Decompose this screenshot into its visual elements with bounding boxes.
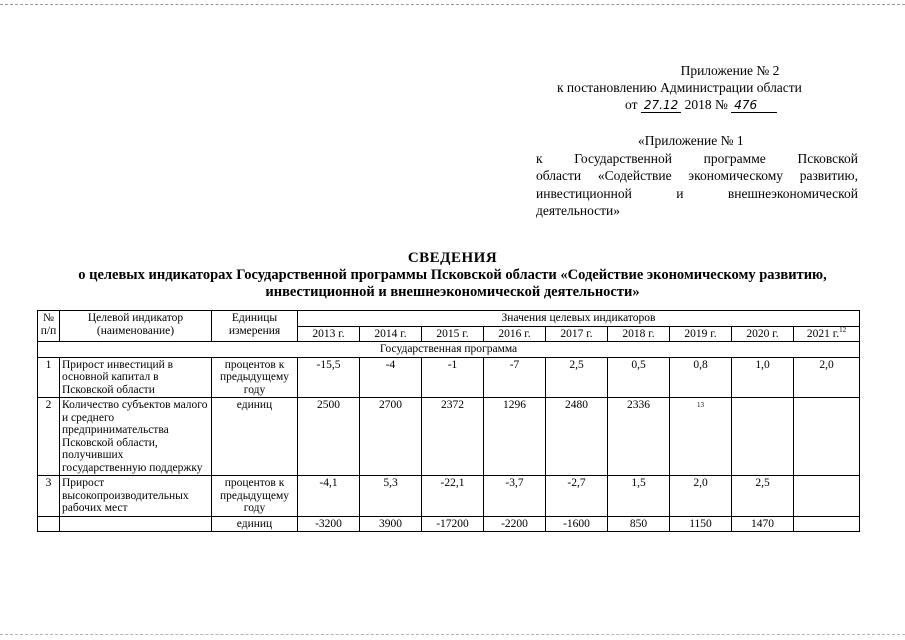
cell-value: -17200 [422,516,484,532]
header-indicator: Целевой индикатор (наименование) [60,311,212,342]
year-2020: 2020 г. [732,326,794,342]
year-2016: 2016 г. [484,326,546,342]
cell-value: 2500 [298,398,360,476]
year-2021: 2021 г.$^{12}$ [794,326,860,342]
section-title: Государственная программа [38,342,860,358]
title-line2: о целевых индикаторах Государственной программы Псковской области «Содействие экономическому развитию, [78,267,827,283]
header-units: Единицы измерения [212,311,298,342]
table-row [38,516,860,532]
annex-1-line5: деятельности» [536,203,621,218]
cell-value: 1,0 [732,357,794,398]
indicators-table [37,310,860,532]
table-row [38,398,860,476]
cell-value: 2,5 [546,357,608,398]
cell-value [732,398,794,476]
cell-value: 2480 [546,398,608,476]
year-2018: 2018 г. [608,326,670,342]
annex-2-title: Приложение № 2 [680,63,780,78]
footnote-13: 13 [697,401,704,409]
cell-value: -2,7 [546,476,608,517]
cell-value: 2,0 [794,357,860,398]
cell-value: 2,5 [732,476,794,517]
cell-value: 2700 [360,398,422,476]
cell-value: 0,5 [608,357,670,398]
scan-edge-bottom [0,634,905,635]
annex-2-date-line [540,96,860,113]
row-num: 1 [38,357,60,398]
annex-1-title: «Приложение № 1 [638,133,744,148]
cell-value: 5,3 [360,476,422,517]
row-indicator: Прирост высокопроизводительных рабочих мест [60,476,212,517]
cell-value: -1 [422,357,484,398]
annex-1-line3: области «Содействие экономическому развитию, [536,168,858,183]
cell-value: -22,1 [422,476,484,517]
annex-2-from: от [625,97,638,112]
cell-value: 850 [608,516,670,532]
cell-value: 1150 [670,516,732,532]
cell-value: -1600 [546,516,608,532]
annex-1-line2: к Государственной программе Псковской [536,150,858,166]
document-title [0,250,905,301]
cell-value: -2200 [484,516,546,532]
cell-value: 1,5 [608,476,670,517]
cell-value [794,476,860,517]
cell-value: -4,1 [298,476,360,517]
footnote-12: 12 [839,325,847,334]
handwritten-number: 476 [731,98,777,113]
cell-value: -3200 [298,516,360,532]
row-num: 2 [38,398,60,476]
annex-2-header [540,62,860,113]
row-unit: единиц [212,398,298,476]
cell-value: -3,7 [484,476,546,517]
year-2014: 2014 г. [360,326,422,342]
cell-value: 1470 [732,516,794,532]
row-num: 3 [38,476,60,517]
annex-2-year: 2018 № [684,97,728,112]
cell-value: 2336 [608,398,670,476]
cell-value: 2,0 [670,476,732,517]
year-2013: 2013 г. [298,326,360,342]
header-values: Значения целевых индикаторов [298,311,860,327]
cell-value: 1296 [484,398,546,476]
table-row [38,357,860,398]
title-main: СВЕДЕНИЯ [407,250,498,266]
cell-value: -15,5 [298,357,360,398]
row-unit: процентов к предыдущему году [212,476,298,517]
row-indicator: Прирост инвестиций в основной капитал в Псковской области [60,357,212,398]
header-num: № п/п [38,311,60,342]
scan-edge-top [0,4,905,5]
header-row-1 [38,311,860,327]
row-indicator [60,516,212,532]
year-2017: 2017 г. [546,326,608,342]
cell-value: -7 [484,357,546,398]
year-2015: 2015 г. [422,326,484,342]
row-unit: процентов к предыдущему году [212,357,298,398]
cell-value [794,516,860,532]
cell-value: 0,8 [670,357,732,398]
row-indicator: Количество субъектов малого и среднего предпринимательства Псковской области, получивших государственную поддержку [60,398,212,476]
table-row [38,476,860,517]
annex-1-line4: инвестиционной и внешнеэкономической [536,185,858,201]
cell-value: 2372 [422,398,484,476]
title-line3: инвестиционной и внешнеэкономической деятельности» [265,284,640,300]
handwritten-date: 27.12 [641,98,681,113]
row-unit: единиц [212,516,298,532]
cell-value [670,398,732,476]
cell-value: 3900 [360,516,422,532]
cell-value [794,398,860,476]
row-num [38,516,60,532]
section-row [38,342,860,358]
year-2019: 2019 г. [670,326,732,342]
cell-value: -4 [360,357,422,398]
annex-1-header [536,132,858,220]
annex-2-decree: к постановлению Администрации области [557,80,802,95]
